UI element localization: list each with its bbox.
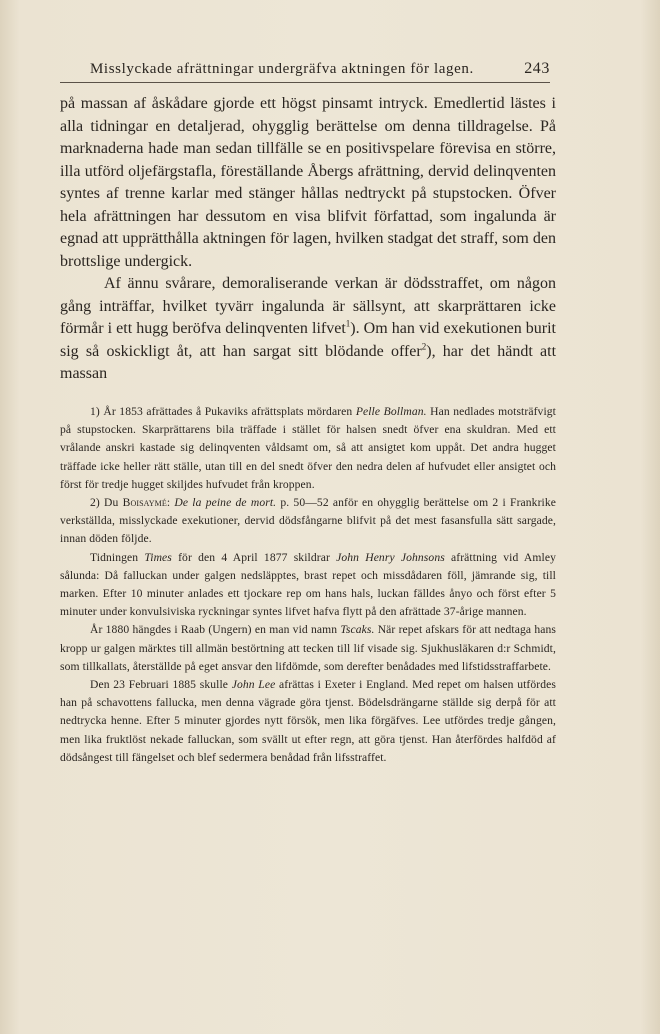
footnote-2-title: De la peine de mort. — [174, 496, 277, 510]
page-number: 243 — [524, 60, 550, 77]
paragraph-2-part-a: Af ännu svårare, demoraliserande verkan är dödsstraffet, om någon gång inträffar, hvilket tyvärr ingalunda är sällsynt, att skarprättaren icke förmår i ett hugg beröfva delinqventen lifvet — [60, 275, 556, 337]
footnote-4-text-a: År 1880 hängdes i Raab (Ungern) en man vid namn — [90, 623, 341, 637]
footnote-1-text-a: 1) År 1853 afrättades å Pukaviks afrättsplats mördaren — [90, 405, 356, 418]
footnote-5 — [60, 676, 556, 767]
footnote-2-text-b: p. 50—52 anför en ohygglig berättelse om 2 i Frankrike verkställda, misslyckade exekutioner, dervid dödsfångarne blifvit på det mest fasansfulla sätt sargade, innan döden följde. — [60, 496, 556, 546]
paragraph-2-part-b: ). Om han vid exekutionen burit sig så oskickligt åt, att han sargat sitt blödande offer — [60, 320, 556, 360]
paragraph-1: på massan af åskådare gjorde ett högst pinsamt intryck. Emedlertid lästes i alla tidningar en detaljerad, ohygglig berättelse om denna tilldragelse. På marknaderna hade man sedan tillfälle se en positivspelare förevisa en större, illa utförd oljefärgstafla, föreställande Åbergs afrättning, dervid delinqventen syntes af trenne karlar med stänger hållas nedtryckt på stupstocken. Öfver hela afrättningen har dessutom en visa blifvit författad, som ingalunda är egnad att upprätthålla aktningen för lagen, hvilken stadgat det straff, som den brottslige undergick. — [60, 95, 556, 270]
footnote-2-colon: : — [166, 496, 175, 510]
footnote-3-text-c: afrättning vid Amley sålunda: Då falluckan under galgen nedsläpptes, brast repet och missdådaren föll, jämrande sig, till marken. Efter 10 minuter anlades ett tjockare rep om hans hals, luckan fälldes ånyo och först efter 5 minuter under konvulsiviska ryckningar syntes lifvet hafva flytt på den afrättade 37-årige mannen. — [60, 550, 556, 619]
main-text — [60, 93, 556, 386]
footnote-2-text-a: 2) Du — [90, 496, 123, 510]
paragraph-2-part-c: ), har det händt att massan — [60, 342, 557, 382]
footnote-4-text-b: När repet afskars för att nedtaga hans kropp ur galgen märktes till allmän bestörtning att tecken till lif visade sig. Sjukhusläkaren d:r Schmidt, som tillkallats, återställde på eget ansvar den lifdömde, som derefter benådades med lifstidsstraffarbete. — [60, 623, 556, 673]
footnote-2-author: Boisaymé — [122, 496, 167, 510]
paragraph-2 — [60, 273, 556, 386]
running-title: Misslyckade afrättningar undergräfva aktningen för lagen. — [90, 61, 474, 77]
footnote-3-paper: Times — [144, 550, 172, 564]
footnote-5-name: John Lee — [231, 678, 276, 692]
footnote-5-text-a: Den 23 Februari 1885 skulle — [90, 678, 232, 692]
footnote-3 — [60, 549, 556, 622]
footnote-2 — [60, 494, 556, 549]
footnote-4-name: Tscaks. — [340, 623, 375, 637]
footnote-ref-2: 2 — [421, 341, 427, 352]
footnotes — [60, 403, 556, 767]
footnote-1-text-b: Han nedlades motsträfvigt på stupstocken. Skarprättarens bila träffade i stället för halsen snedt öfver ena skuldran. Med ett vrålande anskri kastade sig delinqventen våldsamt om, så att ansigtet kom uppåt. Det andra hugget träffade icke heller rätt ställe, utan till en del snedt öfver den nedra delen af hufvudet eller ansigtet och först för tredje hugget skiljdes hufvudet från kroppen. — [60, 405, 556, 491]
footnote-1-name: Pelle Bollman. — [355, 405, 427, 418]
footnote-3-name: John Henry Johnsons — [336, 550, 445, 564]
footnote-5-text-b: afrättas i Exeter i England. Med repet om halsen utfördes han på schavottens fallucka, men denna vägrade göra tjenst. Bödelsdrängarne ställde sig derpå för att nedtrycka henne. Efter 5 minuter gjordes nytt försök, men lika förgäfves. Lee utfördes tredje gången, men lika fruktlöst nekade falluckan, som svällt ut efter regn, att göra tjenst. Han återfördes halfdöd af dödsångest till fängelset och blef sedermera benådad från lifsstraffet. — [60, 678, 557, 764]
header-rule — [60, 82, 550, 83]
footnote-3-text-b: för den 4 April 1877 skildrar — [171, 550, 337, 564]
footnote-1 — [60, 403, 556, 494]
running-header — [90, 60, 550, 78]
footnote-ref-1: 1 — [345, 318, 351, 329]
footnote-4 — [60, 621, 556, 676]
footnote-3-text-a: Tidningen — [90, 550, 145, 564]
